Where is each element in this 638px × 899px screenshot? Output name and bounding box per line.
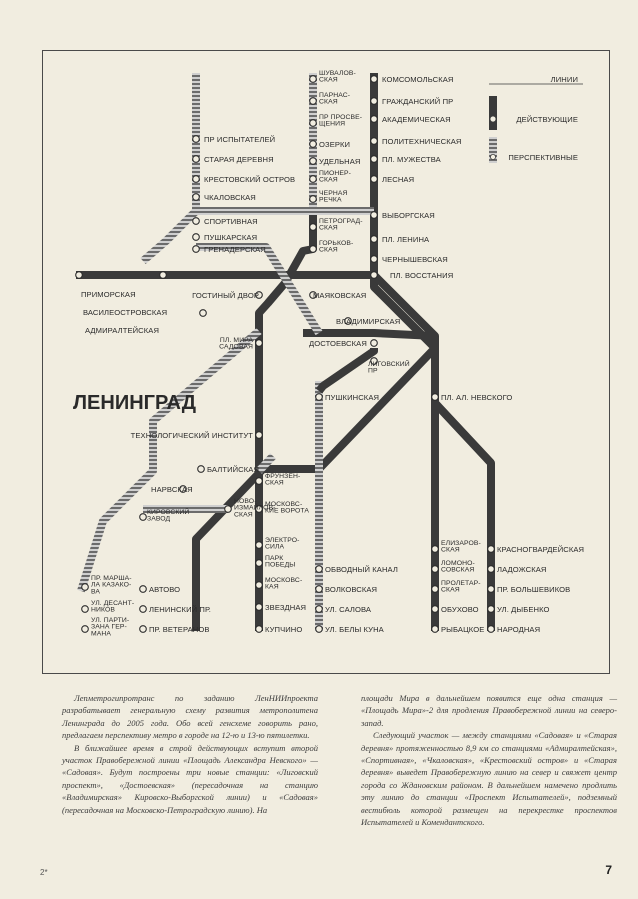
station-marker-partizana — [82, 626, 89, 633]
article-paragraph: Следующий участок — между станциями «Садовая» и «Старая деревня» протяженностью 8,9 км со станциями «Адмиралтейская», «Спортивная», «Чкаловская», «Крестовский остров» и «Старая деревня» выведет Правобережную линию на север и свяжет центр города со Ждановским районом. В дальнейшем намечено продлить эту линию до станции «Проспект Испытателей», подземный вестибюль которой размещен на перекрестке проспектов Испытателей и Комендантского. — [361, 730, 617, 828]
station-label-chernaya-rechka: ЧЕРНАЯ РЕЧКА — [319, 189, 348, 204]
station-marker-staraya-derevnya — [193, 156, 200, 163]
station-label-sportivnaya: СПОРТИВНАЯ — [204, 217, 258, 226]
station-label-vyborgskaya: ВЫБОРГСКАЯ — [382, 211, 435, 220]
station-label-muzhestva: ПЛ. МУЖЕСТВА — [382, 155, 441, 164]
station-marker-chernaya-rechka — [310, 196, 317, 203]
station-marker-mira-sadovaya — [256, 340, 263, 347]
station-marker-vasileostrovskaya — [160, 272, 167, 279]
station-marker-desantnikov — [82, 606, 89, 613]
station-marker-vosstaniya — [371, 272, 378, 279]
station-label-parnasskaya: ПАРНАС-СКАЯ — [319, 91, 351, 106]
station-label-nevskogo: ПЛ. АЛ. НЕВСКОГО — [441, 393, 513, 402]
station-label-elizarovskaya: ЕЛИЗАРОВ-СКАЯ — [441, 539, 481, 554]
legend-existing-label: ДЕЙСТВУЮЩИЕ — [516, 115, 578, 124]
station-label-chernyshevskaya: ЧЕРНЫШЕВСКАЯ — [382, 255, 448, 264]
station-marker-elektrosila — [256, 542, 263, 549]
station-label-obvodny: ОБВОДНЫЙ КАНАЛ — [325, 565, 398, 574]
station-label-shuvalovskaya: ШУВАЛОВ-СКАЯ — [319, 69, 356, 84]
station-marker-dybenko — [488, 606, 495, 613]
station-label-ligovsky: ЛИГОВСКИЙ ПР — [368, 360, 410, 375]
station-marker-nevskogo — [432, 394, 439, 401]
station-label-lenina: ПЛ. ЛЕНИНА — [382, 235, 430, 244]
metro-map-frame — [42, 50, 610, 674]
signature-mark: 2* — [40, 868, 48, 877]
line-krasnogvardeyskaya — [435, 403, 491, 463]
station-marker-grenaderskaya — [193, 246, 200, 253]
station-label-obukhovo: ОБУХОВО — [441, 605, 479, 614]
station-marker-ispytateley — [193, 136, 200, 143]
station-label-salova: УЛ. САЛОВА — [325, 605, 372, 614]
legend-title: ЛИНИИ — [550, 75, 578, 84]
article-column-right — [361, 692, 617, 828]
legend — [489, 75, 583, 163]
station-marker-moskovskaya — [256, 582, 263, 589]
article-paragraph: В ближайшее время в строй действующих вступит второй участок Правобережной линии «Площадь Александра Невского» — «Садовая». Будут построены три новые станции: «Лиговский проспект», «Достоевская» (пересадочная на станцию «Владимирская» Кировско-Выборгской линии) и «Садовая» (пересадочная на Московско-Петроградскую линию). На — [62, 742, 318, 815]
station-label-akademicheskaya: АКАДЕМИЧЕСКАЯ — [382, 115, 451, 124]
station-label-bolshevikov: ПР. БОЛЬШЕВИКОВ — [497, 585, 571, 594]
station-label-bely-kuna: УЛ. БЕЛЫ КУНА — [325, 625, 384, 634]
station-marker-rybatskoe — [432, 626, 439, 633]
legend-existing-station — [490, 116, 495, 121]
station-label-politekhnicheskaya: ПОЛИТЕХНИЧЕСКАЯ — [382, 137, 462, 146]
station-marker-bely-kuna — [316, 626, 323, 633]
station-label-tekhnologichesky: ТЕХНОЛОГИЧЕСКИЙ ИНСТИТУТ — [130, 431, 253, 440]
station-marker-obukhovo — [432, 606, 439, 613]
station-marker-lomonosovskaya — [432, 566, 439, 573]
station-marker-tekhnologichesky — [256, 432, 263, 439]
station-label-vasileostrovskaya: ВАСИЛЕОСТРОВСКАЯ — [83, 308, 168, 317]
metro-map — [43, 51, 611, 675]
station-label-kupchino: КУПЧИНО — [265, 625, 303, 634]
article-column-left — [62, 692, 318, 816]
station-marker-veteranov — [140, 626, 147, 633]
station-marker-baltiyskaya — [198, 466, 205, 473]
station-marker-ozerki — [310, 141, 317, 148]
station-label-pionerskaya: ПИОНЕР-СКАЯ — [319, 169, 351, 184]
station-label-narvskaya: НАРВСКАЯ — [151, 485, 193, 494]
station-label-moskovskaya: МОСКОВС-КАЯ — [265, 576, 303, 591]
station-marker-chernyshevskaya — [371, 256, 378, 263]
station-marker-komsomolskaya — [371, 76, 378, 83]
station-label-ozerki: ОЗЕРКИ — [319, 140, 351, 149]
station-marker-narodnaya — [488, 626, 495, 633]
station-label-narodnaya: НАРОДНАЯ — [497, 625, 541, 634]
station-label-grenaderskaya: ГРЕНАДЕРСКАЯ — [204, 245, 266, 254]
line-pravoberezhnaya — [303, 333, 435, 336]
station-marker-avtovo — [140, 586, 147, 593]
station-label-mira-sadovaya: ПЛ. МИРА САДОВАЯ — [219, 336, 253, 351]
station-marker-kirovsky-zavod — [140, 514, 147, 521]
station-label-petrogradskaya: ПЕТРОГРАД-СКАЯ — [319, 217, 363, 232]
station-marker-lenina — [371, 236, 378, 243]
station-label-moskovskie-vorota: МОСКОВС-КИЕ ВОРОТА — [265, 500, 309, 515]
station-marker-pushkinskaya — [316, 394, 323, 401]
page-number: 7 — [605, 863, 612, 877]
station-marker-dostoevskaya — [371, 340, 378, 347]
station-label-udelnaya: УДЕЛЬНАЯ — [319, 157, 361, 166]
station-marker-proletarskaya — [432, 586, 439, 593]
station-marker-park-pobedy — [256, 560, 263, 567]
station-label-volkovskaya: ВОЛКОВСКАЯ — [325, 585, 378, 594]
station-marker-frunzenskaya — [256, 478, 263, 485]
station-marker-politekhnicheskaya — [371, 138, 378, 145]
station-label-marshala-kazakova: ПР. МАРША-ЛА КАЗАКО-ВА — [91, 574, 132, 596]
station-marker-petrogradskaya — [310, 224, 317, 231]
station-marker-udelnaya — [310, 158, 317, 165]
station-label-avtovo: АВТОВО — [149, 585, 181, 594]
station-label-lomonosovskaya: ЛОМОНО-СОВСКАЯ — [441, 559, 475, 574]
station-marker-elizarovskaya — [432, 546, 439, 553]
station-label-primorskaya: ПРИМОРСКАЯ — [81, 290, 136, 299]
station-marker-pushkarskaya — [193, 234, 200, 241]
station-marker-kupchino — [256, 626, 263, 633]
station-marker-pionerskaya — [310, 176, 317, 183]
line-southwest-planned — [81, 331, 259, 591]
station-marker-vyborgskaya — [371, 212, 378, 219]
station-marker-sportivnaya — [193, 218, 200, 225]
city-label: ЛЕНИНГРАД — [73, 392, 196, 414]
station-marker-obvodny — [316, 566, 323, 573]
station-marker-akademicheskaya — [371, 116, 378, 123]
station-label-pushkarskaya: ПУШКАРСКАЯ — [204, 233, 258, 242]
station-label-park-pobedy: ПАРК ПОБЕДЫ — [265, 554, 296, 569]
station-label-vosstaniya: ПЛ. ВОССТАНИЯ — [390, 271, 454, 280]
line-ligovsky — [319, 348, 374, 391]
article-text — [56, 692, 622, 870]
station-label-zvezdnaya: ЗВЕЗДНАЯ — [265, 603, 307, 612]
station-marker-muzhestva — [371, 156, 378, 163]
station-label-prosvescheniya: ПР ПРОСВЕ-ЩЕНИЯ — [319, 113, 363, 128]
station-marker-ladozhskaya — [488, 566, 495, 573]
station-label-dybenko: УЛ. ДЫБЕНКО — [497, 605, 550, 614]
station-marker-bolshevikov — [488, 586, 495, 593]
station-marker-admiralteyskaya — [200, 310, 207, 317]
article-paragraph: площади Мира в дальнейшем появится еще одна станция — «Площадь Мира»-2 для продления Правобережной линии на северо-запад. — [361, 693, 617, 728]
station-label-kirovsky-zavod: КИРОВСКИЙ ЗАВОД — [147, 508, 190, 523]
station-marker-leninsky — [140, 606, 147, 613]
station-marker-marshala-kazakova — [82, 584, 89, 591]
station-label-veteranov: ПР. ВЕТЕРАНОВ — [149, 625, 210, 634]
station-marker-shuvalovskaya — [310, 76, 317, 83]
station-label-elektrosila: ЭЛЕКТРО-СИЛА — [265, 536, 300, 551]
station-marker-primorskaya — [76, 272, 83, 279]
legend-existing-swatch — [489, 96, 497, 130]
legend-planned-station — [490, 154, 495, 159]
station-marker-lesnaya — [371, 176, 378, 183]
station-label-proletarskaya: ПРОЛЕТАР-СКАЯ — [441, 579, 481, 594]
station-label-vladimirskaya: ВЛАДИМИРСКАЯ — [336, 317, 401, 326]
station-marker-krasnogvardeyskaya — [488, 546, 495, 553]
station-label-desantnikov: УЛ. ДЕСАНТ-НИКОВ — [91, 599, 135, 614]
article-paragraph: Лenметрогипротранс по заданию ЛенНИИпроекта разрабатывает генеральную схему развития метрополитена Ленинграда до 2005 года. Обо всей генсхеме говорить рано, предлагаем перспективу метро в городе на 12-ю и 13-ю пятилетки. — [62, 693, 318, 741]
station-label-novoizmaylovskaya: НОВО-ИЗМАЙЛОВ-СКАЯ — [234, 497, 276, 519]
station-label-baltiyskaya: БАЛТИЙСКАЯ — [207, 465, 260, 474]
station-marker-parnasskaya — [310, 98, 317, 105]
legend-planned-label: ПЕРСПЕКТИВНЫЕ — [508, 153, 578, 162]
station-label-gostiny-dvor: ГОСТИНЫЙ ДВОР — [192, 291, 259, 300]
station-label-partizana: УЛ. ПАРТИ-ЗАНА ГЕР-МАНА — [91, 616, 130, 638]
station-label-pushkinskaya: ПУШКИНСКАЯ — [325, 393, 380, 402]
station-label-krestovsky: КРЕСТОВСКИЙ ОСТРОВ — [204, 175, 296, 184]
station-label-mayakovskaya: МАЯКОВСКАЯ — [313, 291, 367, 300]
station-marker-grazhdansky — [371, 98, 378, 105]
station-marker-salova — [316, 606, 323, 613]
station-label-frunzenskaya: ФРУНЗЕН-СКАЯ — [265, 472, 301, 487]
station-label-grazhdansky: ГРАЖДАНСКИЙ ПР — [382, 97, 454, 106]
station-marker-chkalovskaya — [193, 194, 200, 201]
station-label-ispytateley: ПР ИСПЫТАТЕЛЕЙ — [204, 135, 276, 144]
station-label-chkalovskaya: ЧКАЛОВСКАЯ — [204, 193, 256, 202]
station-label-rybatskoe: РЫБАЦКОЕ — [441, 625, 485, 634]
station-marker-krestovsky — [193, 176, 200, 183]
station-label-dostoevskaya: ДОСТОЕВСКАЯ — [309, 339, 367, 348]
station-label-krasnogvardeyskaya: КРАСНОГВАРДЕЙСКАЯ — [497, 545, 585, 554]
station-label-gorkovskaya: ГОРЬКОВ-СКАЯ — [319, 239, 354, 254]
station-marker-prosvescheniya — [310, 120, 317, 127]
station-marker-gorkovskaya — [310, 246, 317, 253]
station-label-leninsky: ЛЕНИНСКИЙ ПР. — [149, 605, 211, 614]
station-marker-volkovskaya — [316, 586, 323, 593]
station-label-komsomolskaya: КОМСОМОЛЬСКАЯ — [382, 75, 454, 84]
station-marker-zvezdnaya — [256, 604, 263, 611]
station-label-ladozhskaya: ЛАДОЖСКАЯ — [497, 565, 547, 574]
station-label-staraya-derevnya: СТАРАЯ ДЕРЕВНЯ — [204, 155, 274, 164]
station-marker-novoizmaylovskaya — [225, 506, 232, 513]
station-label-admiralteyskaya: АДМИРАЛТЕЙСКАЯ — [85, 326, 160, 335]
station-label-lesnaya: ЛЕСНАЯ — [382, 175, 415, 184]
line-northwest-planned — [143, 73, 196, 261]
